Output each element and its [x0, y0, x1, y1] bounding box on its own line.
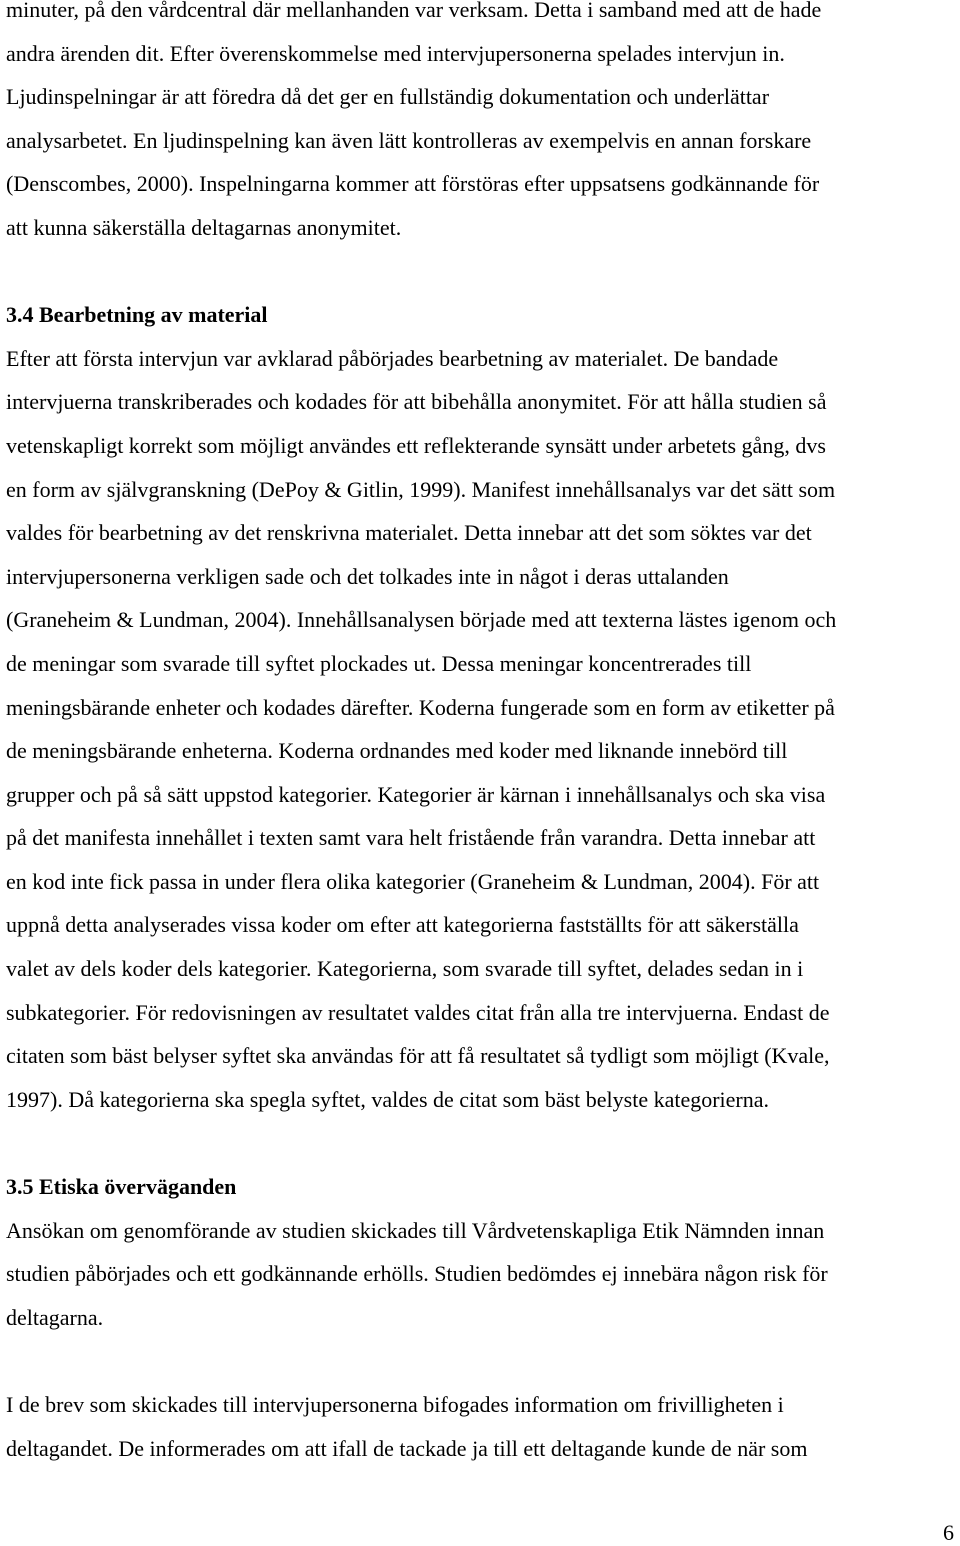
text-line: citaten som bäst belyser syftet ska användas för att få resultatet så tydligt som möjligt (Kvale, — [6, 1043, 830, 1069]
paragraph-spacer — [6, 250, 958, 294]
text-line: deltagarna. — [6, 1304, 104, 1330]
text-line: deltagandet. De informerades om att ifall de tackade ja till ett deltagande kunde de när som — [6, 1435, 808, 1461]
section-3-4-paragraph — [6, 337, 958, 1122]
section-heading-3-4: 3.4 Bearbetning av material — [6, 302, 268, 328]
text-line: de meningsbärande enheterna. Koderna ordnandes med koder med liknande innebörd till — [6, 738, 788, 764]
text-line: analysarbetet. En ljudinspelning kan även lätt kontrolleras av exempelvis en annan forskare — [6, 127, 812, 153]
text-line: meningsbärande enheter och kodades därefter. Koderna fungerade som en form av etiketter på — [6, 694, 835, 720]
text-line: I de brev som skickades till intervjupersonerna bifogades information om frivilligheten i — [6, 1392, 784, 1417]
text-line: Ansökan om genomförande av studien skickades till Vårdvetenskapliga Etik Nämnden innan — [6, 1217, 825, 1243]
text-line: (Denscombes, 2000). Inspelningarna kommer att förstöras efter uppsatsens godkännande för — [6, 171, 820, 197]
text-line: subkategorier. För redovisningen av resultatet valdes citat från alla tre intervjuerna. Endast de — [6, 999, 830, 1025]
text-line: uppnå detta analyserades vissa koder om efter att kategorierna fastställts för att säkerställa — [6, 912, 799, 938]
section-3-5-paragraph-1 — [6, 1209, 958, 1340]
text-line: att kunna säkerställa deltagarnas anonymitet. — [6, 214, 402, 240]
text-line: minuter, på den vårdcentral där mellanhanden var verksam. Detta i samband med att de hade — [6, 0, 822, 22]
paragraph-spacer — [6, 1121, 958, 1165]
text-line: (Graneheim & Lundman, 2004). Innehållsanalysen började med att texterna lästes igenom och — [6, 607, 837, 633]
text-line: intervjuerna transkriberades och kodades för att bibehålla anonymitet. För att hålla studien så — [6, 389, 827, 415]
text-line: valet av dels koder dels kategorier. Kategorierna, som svarade till syftet, delades sedan in i — [6, 956, 804, 982]
text-line: andra ärenden dit. Efter överenskommelse med intervjupersonerna spelades intervjun in. — [6, 40, 785, 66]
intro-paragraph — [6, 0, 958, 250]
text-line: vetenskapligt korrekt som möjligt användes ett reflekterande synsätt under arbetets gång, dvs — [6, 432, 826, 458]
text-line: grupper och på så sätt uppstod kategorier. Kategorier är kärnan i innehållsanalys och ska visa — [6, 781, 826, 807]
section-heading-3-5: 3.5 Etiska överväganden — [6, 1174, 237, 1200]
page-number: 6 — [943, 1520, 954, 1545]
text-line: Efter att första intervjun var avklarad påbörjades bearbetning av materialet. De bandade — [6, 345, 779, 371]
text-line: 1997). Då kategorierna ska spegla syftet, valdes de citat som bäst belyste kategorierna. — [6, 1086, 770, 1112]
text-line: en kod inte fick passa in under flera olika kategorier (Graneheim & Lundman, 2004). För att — [6, 868, 820, 894]
text-line: på det manifesta innehållet i texten samt vara helt fristående från varandra. Detta innebar att — [6, 825, 816, 851]
document-page — [6, 0, 958, 1470]
text-line: Ljudinspelningar är att föredra då det ger en fullständig dokumentation och underlättar — [6, 84, 770, 110]
text-line: en form av självgranskning (DePoy & Gitlin, 1999). Manifest innehållsanalys var det sätt som — [6, 476, 836, 502]
paragraph-spacer — [6, 1339, 958, 1383]
text-line: intervjupersonerna verkligen sade och det tolkades inte in något i deras uttalanden — [6, 563, 729, 589]
text-line: studien påbörjades och ett godkännande erhölls. Studien bedömdes ej innebära någon risk för — [6, 1261, 828, 1287]
text-line: valdes för bearbetning av det renskrivna materialet. Detta innebar att det som söktes var det — [6, 520, 812, 546]
section-3-5-paragraph-2 — [6, 1383, 958, 1470]
text-line: de meningar som svarade till syftet plockades ut. Dessa meningar koncentrerades till — [6, 650, 752, 676]
